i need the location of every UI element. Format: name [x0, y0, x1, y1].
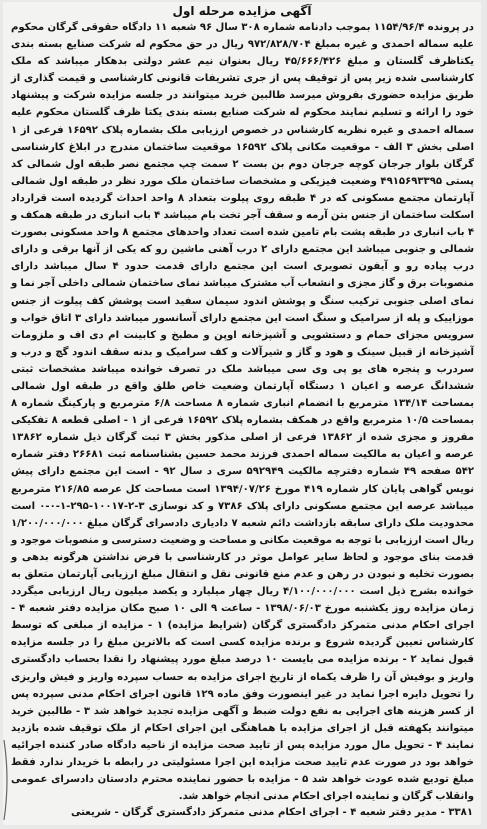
scan-artifact-icon: [3, 735, 11, 825]
notice-body: در پرونده ۱۱۵۴/۹۶/۴ بموجب دادنامه شماره ۳۰۸ سال ۹۶ شعبه ۱۱ دادگاه حقوقی گرگان محکوم علیه سماله احمدی و غیره بمبلغ ۹۷۲/۸۲۸/۷۰۴ ریال در حق محکوم له شرکت صنایع بسته بندی یکتاظرف گلستان و مبلغ ۴۵/۶۶۶/۴۲۶ ریال بعنوان نیم عشر دولتی بدهکار میباشد که ملک کارشناسی شده زیر پس از توقیف پس از جری تشریفات قانونی کارشناسی و قیمت گذاری از طریق مزایده حضوری بفروش میرسد طالبین خرید میتوانند در جلسه مزایده شرکت و پیشنهاد خود را ارائه و تسلیم نمایند محکوم له شرکت صنایع بسته بندی یکتا ظرف گلستان محکوم علیه سماله احمدی و غیره نظریه کارشناس در خصوص ارزیابی ملک بشماره پلاک ۱۶۵۹۲ فرعی از ۱ اصلی بخش ۳ الف - موقعیت مکانی پلاک ۱۶۵۹۲ موقعیت ساختمان مندرج در ابلاغ کارشناسی گرگان بلوار جرجان کوچه جرجان دوم بن بست ۲ سمت چپ مجتمع نصر طبقه اول شمالی کد پستی ۴۹۱۵۶۹۳۳۹۵ وضعیت فیزیکی و مشخصات ساختمان ملک مورد نظر در طبقه اول شمالی آپارتمان مجتمع مسکونی که در ۴ طبقه روی پیلوت بتعداد ۸ واحد احداث گردیده است قرارداد اسکلت ساختمان از جنس بتن آرمه و سقف آجر تخت بام میباشد ۴ باب انباری در طبقه همکف و ۴ باب انباری در طبقه پشت بام تامین شده است تعداد واحدهای مجتمع ۸ واحد مسکونی بصورت شمالی و جنوبی میباشد این مجتمع دارای ۲ درب آهنی ماشین رو که یکی از آنها برقی و دارای درب پیاده رو و آیفون تصویری است این مجتمع دارای قدمت حدود ۴ سال میباشد دارای منصوبات برق و گاز مجزی و انشعاب آب مشترک میباشد نمای ساختمان شمالی داخلی آجر نما و نمای اصلی جنوبی ترکیب سنگ و پوشش اندود سیمان سفید است پوشش کف پیلوت از جنس موزاییک و پله از سرامیک و سنگ است این مجتمع دارای آسانسور میباشد دارای ۳ اتاق خواب و سرویس مجزای حمام و دستشویی و آشپزخانه اوپن و مطبخ و کابینت ام دی اف و ملزومات آشپزخانه از قبیل سینک و هود و گاز و شیرآلات و کف سرامیک و بدنه سقف اندود گچ و درب و سردرب و پنجره های یو پی وی سی میباشد ملک در تصرف خوانده میباشد مشخصات ثبتی ششدانگ عرصه و اعیان ۱ دستگاه آپارتمان وضعیت خاص طلق واقع در طبقه اول شمالی بمساحت ۱۳۴/۱۴ مترمربع با انضمام انباری شماره ۸ مساحت ۶/۸ مترمربع و پارکینگ شماره ۸ بمساحت ۱۰/۵ مترمربع واقع در همکف بشماره پلاک ۱۶۵۹۲ فرعی از ۱ - اصلی قطعه ۸ تفکیکی مفروز و مجزی شده از ۱۳۸۶۲ فرعی از اصلی مذکور بخش ۳ ثبت گرگان ذیل شماره ۱۳۸۶۲ عرصه و اعیان به مالکیت سماله احمدی فرزند محمد حسین بشناسنامه ثبت ۲۶۶۸۱ دفتر شماره ۵۴۲ صفحه ۴۹ شماره دفترچه مالکیت ۵۹۲۹۴۹ سری د سال ۹۲ - است این مجتمع دارای پیش نویس گواهی پایان کار شماره ۴۱۹ مورخ ۱۳۹۴/۰۷/۲۶ است مساحت کل عرصه ۲۱۶/۸۵ مترمربع میباشد عرصه این مجتمع مسکونی دارای پلاک ۷۳۸۶ و کد نوسازی ۳-۲-۱۰۰۱۷-۲۹۵-۱-۰-۰ است محدودیت ملک دارای سابقه بازداشت دائم شعبه ۷ دادیاری دادسرای گرگان مبلغ ۱/۲۰۰/۰۰۰/۰۰۰ ریال است ارزیابی با توجه به موقعیت مکانی و مساحت و وضعیت دسترسی و منصوبات موجود و قدمت بنای موجود و لحاظ سایر عوامل موثر در کارشناسی با فرض نداشتن هرگونه بدهی و بصورت تخلیه و نبودن در رهن و عدم منع قانونی نقل و انتقال مبلغ ارزیابی آپارتمان متعلق به خوانده بشرح ذیل است ۴/۱۰۰/۰۰۰/۰۰۰ ریال چهار میلیارد و یکصد میلیون ریال ارزیابی میگردد زمان مزایده روز یکشنبه مورخ ۱۳۹۸/۰۶/۰۳ - ساعت ۹ الی ۱۰ صبح مکان مزایده دفتر شعبه ۴ - اجرای احکام مدنی متمرکز دادگستری گرگان (شرایط مزایده) ۱ - مزایده از مبلغی که توسط کارشناس تعیین گردیده شروع و برنده مزایده کسی است که بالاترین مبلغ را در جلسه مزایده قبول نماید ۲ - برنده مزایده می بایست ۱۰ درصد مبلغ مورد پیشنهاد را نقدا بحساب دادگستری واریز و بوفیش آن را ظرف یکماه از تاریخ اجرای مزایده به حساب سپرده واریز و فیش واریزی را تحویل دایره اجرا نماید در غیر اینصورت وفق ماده ۱۲۹ قانون اجرای احکام مدنی سپرده پس از کسر هزینه های اجرایی به نفع دولت ضبط و آگهی مزایده تجدید خواهد شد ۳ - طالبین خرید میتوانند یکهفته قبل از اجرای مزایده با هماهنگی این اجرای احکام از ملک توقیف شده بازدید نمایند ۴ - تحویل مال مورد مزایده پس از تایید صحت مزایده از ناحیه دادگاه صادر کننده اجرائیه خواهد بود در صورت عدم تایید صحت مزایده این اجرا مسئولیتی در رابطه با خریدار ندارد فقط مبلغ تودیع شده عودت خواهد شد ۵ - مزایده با حضور نماینده محترم دادستان دادسرای عمومی وانقلاب گرگان و نماینده اجرای احکام مدنی انجام خواهد شد.: [11, 22, 475, 803]
notice-title: آگهی مزایده مرحله اول: [172, 4, 312, 18]
newspaper-clipping: [3, 2, 481, 825]
notice-footer: ۳۳۸۱ - مدیر دفتر شعبه ۴ - اجرای احکام مدنی متمرکز دادگستری گرگان - شریعتی: [70, 807, 473, 819]
